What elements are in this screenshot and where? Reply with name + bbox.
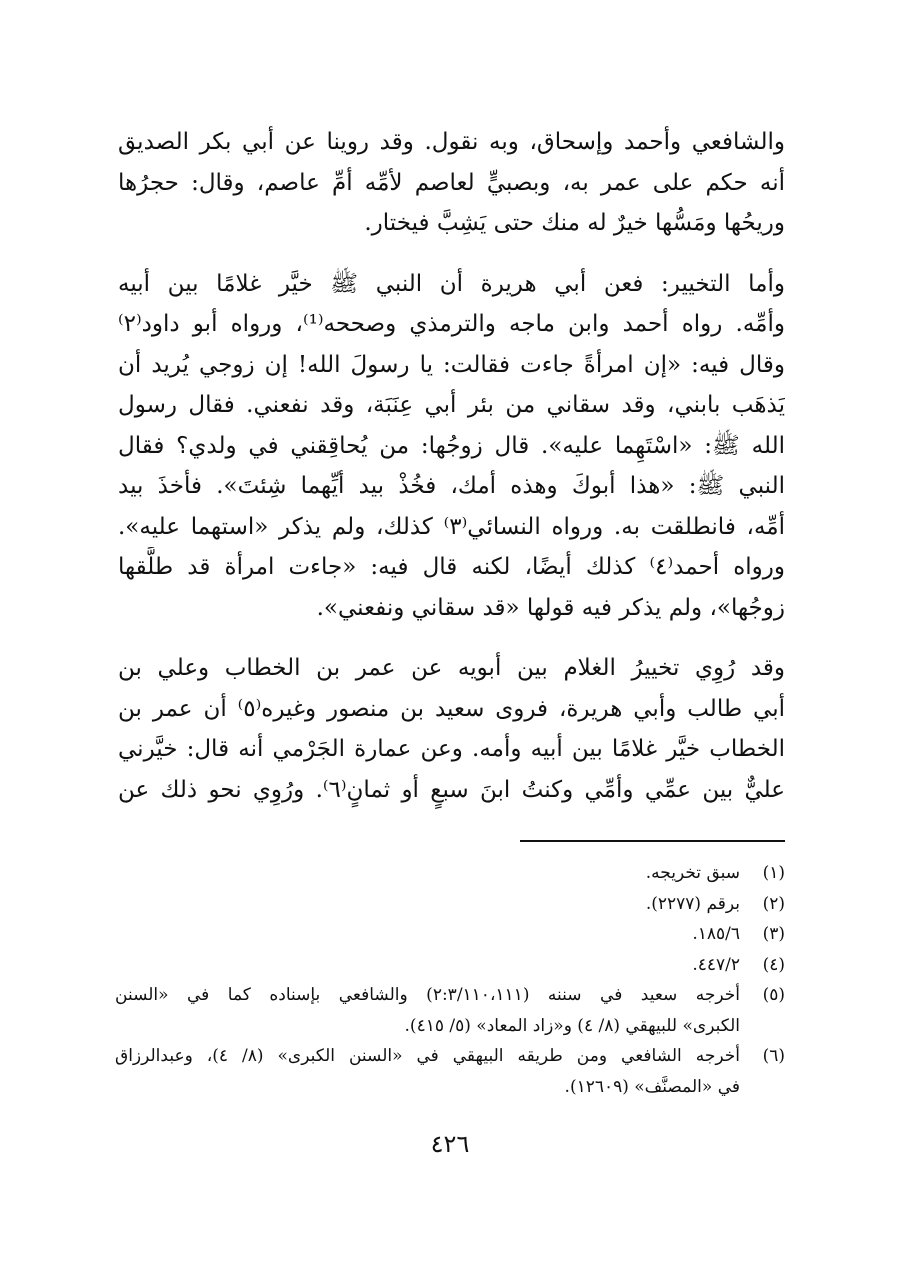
- footnote-number: (٣): [762, 924, 785, 944]
- footnote-text: [115, 919, 740, 950]
- footnote: [115, 889, 785, 920]
- paragraph-2: [118, 264, 785, 629]
- text-line: وأمِّه. رواه أحمد وابن ماجه والترمذي وصححه⁽¹⁾، ورواه أبو داود⁽٢⁾: [118, 311, 785, 337]
- paragraph-gap: [118, 628, 785, 648]
- footnote-line: ٤٤٧/٢.: [692, 954, 740, 975]
- paragraph-3: [118, 648, 785, 810]
- main-text: [118, 122, 785, 810]
- footnote-line: أخرجه سعيد في سننه (٢:٣/١١٠،١١١) والشافعي بإسناده كما في «السنن: [115, 985, 740, 1005]
- text-line: وريحُها ومَسُّها خيرٌ له منك حتى يَشِبَّ فيختار.: [364, 210, 785, 236]
- text-line: وأما التخيير: فعن أبي هريرة أن النبي ﷺ خيَّر غلامًا بين أبيه: [118, 270, 785, 297]
- footnote-line: الكبرى» للبيهقي (٨/ ٤) و«زاد المعاد» (٥/ ٤١٥).: [404, 1015, 740, 1036]
- text-line: أنه حكم على عمر به، وبصبيٍّ لعاصم لأمِّه أمِّ عاصم، وقال: حجرُها: [118, 169, 785, 196]
- text-line: زوجُها»، ولم يذكر فيه قولها «قد سقاني ونفعني».: [316, 594, 785, 621]
- footnote-line: برقم (٢٢٧٧).: [645, 893, 740, 914]
- footnote-line: في «المصنَّف» (١٢٦٠٩).: [564, 1076, 740, 1097]
- footnote: [115, 858, 785, 889]
- footnote-number: (٤): [762, 954, 785, 975]
- text-line: الخطاب خيَّر غلامًا بين أبيه وأمه. وعن عمارة الجَرْمي أنه قال: خيَّرني: [118, 736, 785, 762]
- footnote-text: [115, 950, 740, 981]
- footnote-number: (٢): [762, 893, 785, 914]
- text-line: والشافعي وأحمد وإسحاق، وبه نقول. وقد روينا عن أبي بكر الصديق: [118, 129, 785, 155]
- text-line: النبي ﷺ: «هذا أبوكَ وهذه أمك، فخُذْ بيد أيِّهما شِئتَ». فأخذَ بيد: [118, 473, 785, 499]
- text-line: أبي طالب وأبي هريرة، فروى سعيد بن منصور وغيره⁽٥⁾ أن عمر بن: [118, 695, 785, 722]
- text-line: يَذهَب بابني، وقد سقاني من بئر أبي عِنَبَة، وقد نفعني. فقال رسول: [118, 392, 785, 418]
- paragraph-gap: [118, 244, 785, 264]
- text-line: ورواه أحمد⁽٤⁾ كذلك أيضًا، لكنه قال فيه: «جاءت امرأة قد طلَّقها: [118, 554, 785, 580]
- footnote-text: [115, 980, 740, 1041]
- footnote-text: [115, 858, 740, 889]
- footnote: [115, 980, 785, 1041]
- page-number: ٤٢٦: [430, 1130, 470, 1158]
- footnote: [115, 919, 785, 950]
- footnote: [115, 950, 785, 981]
- text-line: أمِّه، فانطلقت به. ورواه النسائي⁽٣⁾ كذلك، ولم يذكر «استهما عليه».: [118, 513, 785, 540]
- footnote-text: [115, 1041, 740, 1102]
- footnote-number: (٥): [762, 985, 785, 1005]
- footnote-number: (٦): [762, 1046, 785, 1066]
- footnote-separator: [520, 840, 785, 842]
- text-line: عليٌّ بين عمِّي وأمِّي وكنتُ ابنَ سبعٍ أو ثمانٍ⁽٦⁾. ورُوِي نحو ذلك عن: [118, 776, 785, 803]
- footnote-line: ١٨٥/٦.: [692, 924, 740, 944]
- text-line: وقال فيه: «إن امرأةً جاءت فقالت: يا رسولَ الله! إن زوجي يُريد أن: [118, 351, 785, 378]
- footnote-line: سبق تخريجه.: [645, 863, 740, 883]
- footnotes: [115, 858, 785, 1102]
- footnote-text: [115, 889, 740, 920]
- footnote: [115, 1041, 785, 1102]
- text-line: الله ﷺ: «اسْتَهِما عليه». قال زوجُها: من يُحاقِقني في ولدي؟ فقال: [118, 432, 785, 459]
- footnote-number: (١): [762, 863, 785, 883]
- text-line: وقد رُوِي تخييرُ الغلام بين أبويه عن عمر بن الخطاب وعلي بن: [118, 655, 785, 681]
- paragraph-1: [118, 122, 785, 244]
- footnote-line: أخرجه الشافعي ومن طريقه البيهقي في «السنن الكبرى» (٨/ ٤)، وعبدالرزاق: [115, 1046, 740, 1066]
